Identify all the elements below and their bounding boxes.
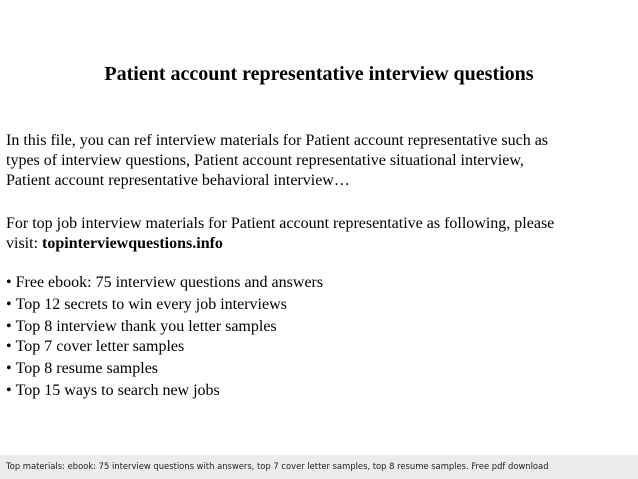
intro-paragraph [6, 131, 632, 191]
list-item-text: Top 8 interview thank you letter samples [15, 318, 277, 335]
list-item-text: Top 8 resume samples [15, 360, 159, 377]
list-item-text: Top 15 ways to search new jobs [15, 382, 220, 399]
bullet-icon: • [6, 318, 12, 335]
bullet-icon: • [6, 382, 12, 399]
list-item [6, 337, 632, 357]
list-item-text: Free ebook: 75 interview questions and answers [15, 274, 324, 291]
list-item [6, 295, 632, 315]
bullet-icon: • [6, 274, 12, 291]
page-title: Patient account representative interview questions [104, 63, 534, 85]
visit-line-1: For top job interview materials for Patient account representative as following, please [6, 215, 555, 232]
website-link[interactable]: topinterviewquestions.info [42, 235, 223, 252]
list-item [6, 359, 632, 379]
materials-list [6, 273, 632, 401]
list-item [6, 317, 632, 337]
visit-line-2 [6, 234, 632, 254]
list-item [6, 273, 632, 293]
intro-line-1: In this file, you can ref interview materials for Patient account representative such as [6, 132, 549, 149]
intro-line-2: types of interview questions, Patient account representative situational interview, [6, 152, 524, 169]
footer-bar [0, 455, 638, 479]
footer-text: Top materials: ebook: 75 interview questions with answers, top 7 cover letter samples, top 8 resume samples. Free pdf download [6, 461, 549, 471]
bullet-icon: • [6, 338, 12, 355]
list-item-text: Top 12 secrets to win every job interviews [15, 296, 287, 313]
intro-line-3: Patient account representative behavioral interview… [6, 172, 350, 189]
list-item-text: Top 7 cover letter samples [15, 338, 185, 355]
bullet-icon: • [6, 296, 12, 313]
list-item [6, 381, 632, 401]
bullet-icon: • [6, 360, 12, 377]
visit-paragraph [6, 214, 632, 254]
visit-prefix: visit: [6, 235, 43, 252]
